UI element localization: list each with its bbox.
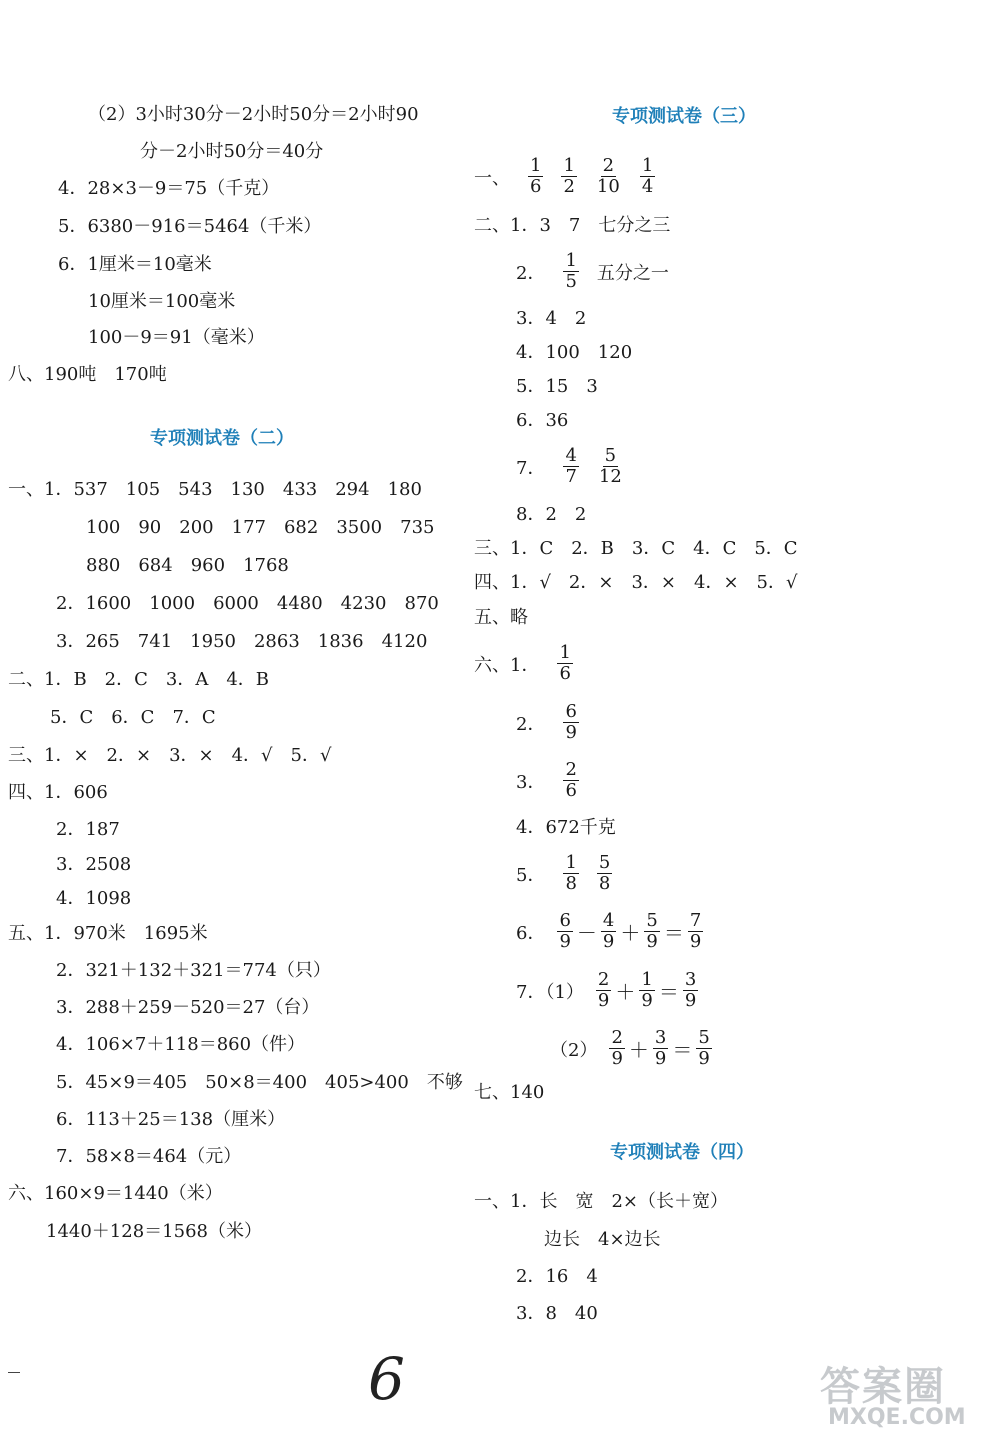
denominator: 5 (565, 271, 577, 292)
answer-line-fractions (474, 643, 573, 684)
question-label: 一、 (474, 167, 510, 189)
fraction (597, 853, 612, 894)
numerator: 1 (641, 155, 654, 176)
fraction (528, 156, 543, 197)
answer-line: 1440＋128＝1568（米） (46, 1221, 262, 1242)
answer-line: 一、1．长 宽 2×（长＋宽） (474, 1191, 728, 1212)
operator: ＝ (658, 980, 679, 1004)
answer-line-equation (550, 1028, 712, 1069)
answer-line: 三、1．× 2．× 3．× 4．√ 5．√ (8, 745, 332, 766)
denominator: 9 (641, 990, 653, 1011)
answer-line: 2．16 4 (516, 1266, 598, 1287)
fraction (683, 970, 698, 1011)
fraction (595, 156, 622, 197)
question-label: 2． (516, 262, 546, 284)
numerator: 1 (559, 642, 571, 663)
denominator: 9 (698, 1048, 710, 1069)
fraction (563, 853, 578, 894)
numerator: 2 (611, 1027, 623, 1048)
section-heading-3: 专项测试卷（三） (612, 106, 756, 127)
answer-line: 三、1．C 2．B 3．C 4．C 5．C (474, 538, 798, 559)
answer-line: 3．2508 (56, 854, 132, 875)
answer-line: 3．265 741 1950 2863 1836 4120 (56, 631, 428, 652)
answer-line: 七、140 (474, 1082, 545, 1103)
answer-line: 4．1098 (56, 888, 132, 909)
answer-line: 四、1．√ 2．× 3．× 4．× 5．√ (474, 572, 798, 593)
page-number: 6 (368, 1345, 405, 1413)
answer-line-equation (516, 970, 698, 1011)
denominator: 9 (646, 931, 658, 952)
numerator: 1 (530, 155, 542, 176)
answer-line: 10厘米＝100毫米 (88, 291, 236, 312)
operator: － (576, 921, 597, 945)
numerator: 2 (597, 969, 610, 990)
denominator: 9 (684, 990, 697, 1011)
answer-line-fractions (516, 853, 612, 894)
section-heading-2: 专项测试卷（二） (150, 428, 294, 449)
fraction (609, 1028, 624, 1069)
fraction (653, 1028, 668, 1069)
answer-line: 3．288＋259－520＝27（台） (56, 997, 320, 1018)
answer-line: 6．36 (516, 410, 569, 431)
answer-line: 5．15 3 (516, 376, 598, 397)
numerator: 6 (559, 910, 571, 931)
answer-line: 六、160×9＝1440（米） (8, 1183, 223, 1204)
numerator: 1 (565, 250, 577, 271)
fraction (639, 970, 654, 1011)
answer-line-fractions (516, 446, 624, 487)
answer-line: 一、1．537 105 543 130 433 294 180 (8, 479, 422, 500)
answer-line: 7．58×8＝464（元） (56, 1146, 242, 1167)
answer-line: 五、1．970米 1695米 (8, 923, 208, 944)
fraction (561, 156, 576, 197)
denominator: 6 (530, 176, 542, 197)
answer-line: 4．28×3－9＝75（千克） (58, 178, 280, 199)
numerator: 5 (646, 910, 658, 931)
watermark-url: MXQE.COM (828, 1405, 966, 1430)
denominator: 4 (641, 176, 654, 197)
numerator: 5 (598, 852, 611, 873)
answer-line-fractions (474, 156, 655, 197)
operator: ＝ (672, 1038, 693, 1062)
answer-line: 2．187 (56, 819, 120, 840)
numerator: 5 (604, 445, 617, 466)
answer-line: 二、1．B 2．C 3．A 4．B (8, 669, 270, 690)
numerator: 1 (641, 969, 653, 990)
answer-line: 4．100 120 (516, 342, 633, 363)
denominator: 2 (563, 176, 575, 197)
answer-line: 五、略 (474, 607, 528, 628)
denominator: 9 (597, 990, 610, 1011)
answer-line-fractions (516, 251, 669, 292)
numerator: 3 (684, 969, 697, 990)
answer-line: 8．2 2 (516, 504, 587, 525)
numerator: 7 (689, 910, 702, 931)
operator: ＋ (615, 980, 636, 1004)
answer-line: 100 90 200 177 682 3500 735 (86, 517, 435, 538)
fraction (563, 446, 578, 487)
fraction (688, 911, 703, 952)
fraction (696, 1028, 711, 1069)
watermark-text: 答案圈 (820, 1364, 946, 1410)
answer-line: 四、1．606 (8, 782, 108, 803)
question-label: 3． (516, 771, 546, 793)
denominator: 9 (602, 931, 615, 952)
answer-line: 5．C 6．C 7．C (50, 707, 216, 728)
operator: ＝ (663, 921, 684, 945)
operator: ＋ (620, 921, 641, 945)
operator: ＋ (628, 1038, 649, 1062)
fraction (563, 760, 578, 801)
numerator: 2 (565, 759, 577, 780)
fraction (644, 911, 659, 952)
numerator: 1 (565, 852, 577, 873)
denominator: 9 (559, 931, 571, 952)
answer-line: 3．8 40 (516, 1303, 598, 1324)
question-label: 7．（1） (516, 981, 584, 1003)
numerator: 2 (602, 155, 615, 176)
question-label: 2． (516, 713, 546, 735)
denominator: 8 (565, 873, 577, 894)
fraction (563, 702, 578, 743)
fraction (596, 970, 611, 1011)
question-label: （2） (550, 1039, 598, 1061)
answer-line-fractions (516, 760, 579, 801)
answer-line: 6．1厘米＝10毫米 (58, 254, 212, 275)
question-label: 7． (516, 457, 546, 479)
numerator: 3 (654, 1027, 667, 1048)
answer-line: 5．45×9＝405 50×8＝400 405>400 不够 (56, 1072, 463, 1093)
answer-line: 6．113＋25＝138（厘米） (56, 1109, 286, 1130)
answer-line: 二、1．3 7 七分之三 (474, 215, 671, 236)
numerator: 1 (563, 155, 575, 176)
answer-line: 4．106×7＋118＝860（件） (56, 1034, 306, 1055)
denominator: 10 (596, 176, 620, 197)
answer-line: 880 684 960 1768 (86, 555, 289, 576)
question-label: 5． (516, 864, 546, 886)
answer-line: 4．672千克 (516, 817, 616, 838)
answer-line: 边长 4×边长 (544, 1229, 661, 1250)
denominator: 8 (598, 873, 611, 894)
numerator: 4 (565, 445, 577, 466)
answer-line: 八、190吨 170吨 (8, 364, 167, 385)
denominator: 9 (565, 722, 577, 743)
answer-text: 五分之一 (596, 262, 669, 284)
section-heading-4: 专项测试卷（四） (610, 1142, 754, 1163)
denominator: 6 (565, 780, 577, 801)
fraction (640, 156, 655, 197)
denominator: 6 (559, 663, 571, 684)
answer-line: 3．4 2 (516, 308, 587, 329)
denominator: 7 (565, 466, 577, 487)
fraction (557, 643, 572, 684)
question-label: 6． (516, 922, 546, 944)
denominator: 9 (654, 1048, 667, 1069)
answer-line: 2．1600 1000 6000 4480 4230 870 (56, 593, 439, 614)
numerator: 5 (698, 1027, 710, 1048)
denominator: 9 (689, 931, 702, 952)
answer-line: 100－9＝91（毫米） (88, 327, 265, 348)
numerator: 4 (602, 910, 615, 931)
numerator: 6 (565, 701, 577, 722)
question-label: 六、1． (474, 654, 540, 676)
answer-line-fractions (516, 702, 579, 743)
denominator: 12 (598, 466, 622, 487)
denominator: 9 (611, 1048, 623, 1069)
fraction (601, 911, 616, 952)
answer-line: 5．6380－916＝5464（千米） (58, 216, 322, 237)
fraction (557, 911, 572, 952)
page-corner-mark (8, 1372, 20, 1373)
answer-line: 分－2小时50分＝40分 (140, 141, 324, 162)
answer-line: 2．321＋132＋321＝774（只） (56, 960, 331, 981)
answer-line-equation (516, 911, 703, 952)
watermark-logo (820, 1355, 990, 1435)
fraction (563, 251, 578, 292)
fraction (597, 446, 624, 487)
answer-line: （2）3小时30分－2小时50分＝2小时90 (88, 104, 419, 125)
